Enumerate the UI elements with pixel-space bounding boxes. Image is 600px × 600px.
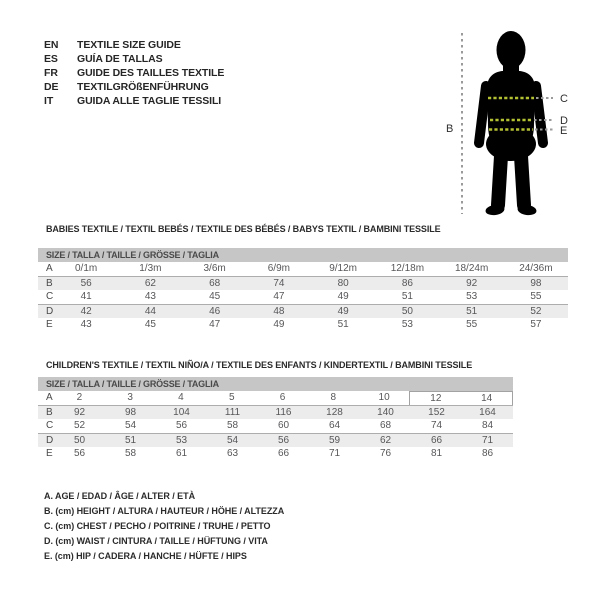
table-cell: 5 bbox=[228, 392, 235, 403]
table-row-E bbox=[38, 318, 568, 332]
table-cell: 128 bbox=[326, 406, 343, 418]
legend-line: C. (cm) CHEST / PECHO / POITRINE / TRUHE / PETTO bbox=[44, 521, 271, 531]
table-cell: 66 bbox=[430, 434, 443, 446]
table-cell: 46 bbox=[209, 305, 221, 317]
table-cell: 47 bbox=[209, 319, 221, 330]
row-label: D bbox=[46, 434, 54, 446]
table-cell: 63 bbox=[226, 448, 239, 459]
table-cell: 51 bbox=[124, 434, 137, 446]
table-cell: 14 bbox=[461, 391, 513, 405]
table-row-B bbox=[38, 277, 568, 291]
silhouette-hips bbox=[486, 127, 536, 161]
table-cell: 1/3m bbox=[139, 263, 162, 274]
table-cell: 10 bbox=[378, 392, 390, 403]
language-label: GUIDA ALLE TAGLIE TESSILI bbox=[77, 95, 222, 107]
table-row-C bbox=[38, 290, 568, 305]
table-cell: 47 bbox=[273, 291, 285, 302]
table-cell: 48 bbox=[273, 305, 285, 317]
table-cell: 2 bbox=[76, 392, 83, 403]
table-cell: 62 bbox=[379, 434, 392, 446]
table-cell: 92 bbox=[466, 277, 478, 289]
table-cell: 84 bbox=[481, 420, 494, 431]
table-cell: 59 bbox=[328, 434, 341, 446]
legend bbox=[44, 489, 284, 564]
table-cell: 9/12m bbox=[329, 263, 358, 274]
table-row-D bbox=[38, 434, 513, 448]
row-label: B bbox=[46, 277, 53, 289]
row-label: E bbox=[46, 319, 53, 330]
legend-line: E. (cm) HIP / CADERA / HANCHE / HÜFTE / HIPS bbox=[44, 551, 247, 561]
table-cell: 64 bbox=[328, 420, 341, 431]
language-label: TEXTILE SIZE GUIDE bbox=[77, 39, 181, 51]
legend-line: B. (cm) HEIGHT / ALTURA / HAUTEUR / HÖHE / ALTEZZA bbox=[44, 506, 285, 516]
table-cell: 58 bbox=[226, 420, 239, 431]
table-cell: 140 bbox=[377, 406, 394, 418]
language-code: DE bbox=[44, 81, 59, 93]
table-row-D bbox=[38, 305, 568, 319]
table-cell: 12 bbox=[409, 391, 461, 405]
table-cell: 104 bbox=[173, 406, 190, 418]
table-cell: 6/9m bbox=[267, 263, 290, 274]
table-cell: 56 bbox=[80, 277, 92, 289]
table-cell: 50 bbox=[73, 434, 86, 446]
table-cell: 71 bbox=[328, 448, 341, 459]
table-cell: 164 bbox=[479, 406, 496, 418]
table-cell: 3/6m bbox=[203, 263, 226, 274]
table-cell: 12/18m bbox=[390, 263, 425, 274]
table-cell: 0/1m bbox=[75, 263, 98, 274]
language-label: GUÍA DE TALLAS bbox=[77, 53, 163, 65]
table-row-A bbox=[38, 262, 568, 277]
table-cell: 51 bbox=[337, 319, 349, 330]
row-label: B bbox=[46, 406, 53, 418]
silhouette-leg-left bbox=[498, 156, 501, 205]
table-cell: 51 bbox=[401, 291, 413, 302]
babies-size-table bbox=[38, 248, 568, 332]
children-size-header: SIZE / TALLA / TAILLE / GRÖSSE / TAGLIA bbox=[38, 377, 513, 391]
language-label: GUIDE DES TAILLES TEXTILE bbox=[77, 67, 225, 79]
table-cell: 8 bbox=[330, 392, 337, 403]
legend-line: D. (cm) WAIST / CINTURA / TAILLE / HÜFTUNG / VITA bbox=[44, 536, 268, 546]
table-cell: 45 bbox=[209, 291, 221, 302]
table-cell: 52 bbox=[530, 305, 542, 317]
silhouette-arm-right bbox=[536, 86, 543, 143]
language-row bbox=[44, 66, 224, 80]
table-cell: 49 bbox=[337, 291, 349, 302]
table-cell: 53 bbox=[175, 434, 188, 446]
table-cell: 51 bbox=[466, 305, 478, 317]
table-cell: 74 bbox=[273, 277, 285, 289]
row-label: D bbox=[46, 305, 54, 317]
table-cell: 61 bbox=[175, 448, 188, 459]
language-row bbox=[44, 38, 224, 52]
table-cell: 74 bbox=[430, 420, 443, 431]
table-cell: 71 bbox=[481, 434, 494, 446]
babies-table-rows bbox=[38, 262, 568, 332]
table-cell: 54 bbox=[226, 434, 239, 446]
table-cell: 80 bbox=[337, 277, 349, 289]
table-cell: 53 bbox=[401, 319, 413, 330]
table-cell: 86 bbox=[481, 448, 494, 459]
children-table-rows bbox=[38, 391, 513, 461]
language-code: ES bbox=[44, 53, 58, 65]
table-cell: 42 bbox=[80, 305, 92, 317]
language-code: FR bbox=[44, 67, 58, 79]
babies-size-header: SIZE / TALLA / TAILLE / GRÖSSE / TAGLIA bbox=[38, 248, 568, 262]
height-label: B bbox=[446, 123, 454, 135]
table-cell: 62 bbox=[144, 277, 156, 289]
table-row-C bbox=[38, 419, 513, 434]
table-cell: 60 bbox=[277, 420, 290, 431]
table-cell: 52 bbox=[73, 420, 86, 431]
table-cell: 41 bbox=[80, 291, 92, 302]
table-cell: 45 bbox=[144, 319, 156, 330]
row-label: C bbox=[46, 420, 54, 431]
table-cell: 68 bbox=[379, 420, 392, 431]
table-cell: 3 bbox=[127, 392, 133, 403]
table-cell: 55 bbox=[530, 291, 542, 302]
table-cell: 24/36m bbox=[519, 263, 553, 274]
language-code: EN bbox=[44, 39, 59, 51]
child-figure bbox=[438, 24, 593, 224]
table-cell: 53 bbox=[466, 291, 478, 302]
table-cell: 86 bbox=[401, 277, 413, 289]
table-cell: 56 bbox=[175, 420, 188, 431]
table-cell: 55 bbox=[466, 319, 478, 330]
silhouette-leg-right bbox=[521, 156, 524, 205]
table-cell: 57 bbox=[530, 319, 542, 330]
table-row-A bbox=[38, 391, 513, 406]
children-size-table bbox=[38, 377, 513, 461]
table-cell: 98 bbox=[124, 406, 137, 418]
row-label: C bbox=[46, 291, 54, 302]
row-label: A bbox=[46, 263, 53, 274]
language-row bbox=[44, 94, 224, 108]
table-cell: 6 bbox=[279, 392, 286, 403]
table-cell: 111 bbox=[224, 406, 241, 418]
table-cell: 18/24m bbox=[454, 263, 489, 274]
legend-line: A. AGE / EDAD / ÂGE / ALTER / ETÀ bbox=[44, 491, 196, 501]
table-cell: 4 bbox=[178, 392, 184, 403]
table-cell: 54 bbox=[124, 420, 137, 431]
table-cell: 76 bbox=[379, 448, 392, 459]
table-cell: 44 bbox=[144, 305, 156, 317]
table-row-B bbox=[38, 406, 513, 420]
table-cell: 81 bbox=[430, 448, 443, 459]
table-cell: 152 bbox=[428, 406, 445, 418]
chest-label: C bbox=[560, 93, 568, 105]
row-label: E bbox=[46, 448, 53, 459]
table-cell: 98 bbox=[530, 277, 542, 289]
table-cell: 56 bbox=[73, 448, 86, 459]
table-cell: 49 bbox=[273, 319, 285, 330]
hip-label: E bbox=[560, 125, 568, 137]
table-cell: 116 bbox=[275, 406, 292, 418]
waist-label: D bbox=[560, 115, 568, 127]
table-cell: 56 bbox=[277, 434, 290, 446]
table-row-E bbox=[38, 447, 513, 461]
babies-section-title: BABIES TEXTILE / TEXTIL BEBÉS / TEXTILE DES BÉBÉS / BABYS TEXTIL / BAMBINI TESSILE bbox=[46, 224, 441, 234]
row-label: A bbox=[46, 392, 53, 403]
silhouette-arm-left bbox=[479, 86, 486, 143]
table-cell: 92 bbox=[73, 406, 86, 418]
language-code: IT bbox=[44, 95, 54, 107]
language-label: TEXTILGRÖßENFÜHRUNG bbox=[77, 81, 209, 93]
table-cell: 58 bbox=[124, 448, 137, 459]
table-cell: 66 bbox=[277, 448, 290, 459]
table-cell: 50 bbox=[401, 305, 413, 317]
table-cell: 43 bbox=[144, 291, 156, 302]
language-list bbox=[44, 38, 224, 108]
children-section-title: CHILDREN'S TEXTILE / TEXTIL NIÑO/A / TEXTILE DES ENFANTS / KINDERTEXTIL / BAMBINI TESSILE bbox=[46, 360, 473, 370]
table-cell: 68 bbox=[209, 277, 221, 289]
table-cell: 43 bbox=[80, 319, 92, 330]
child-silhouette bbox=[479, 31, 543, 216]
language-row bbox=[44, 52, 224, 66]
table-cell: 49 bbox=[337, 305, 349, 317]
language-row bbox=[44, 80, 224, 94]
